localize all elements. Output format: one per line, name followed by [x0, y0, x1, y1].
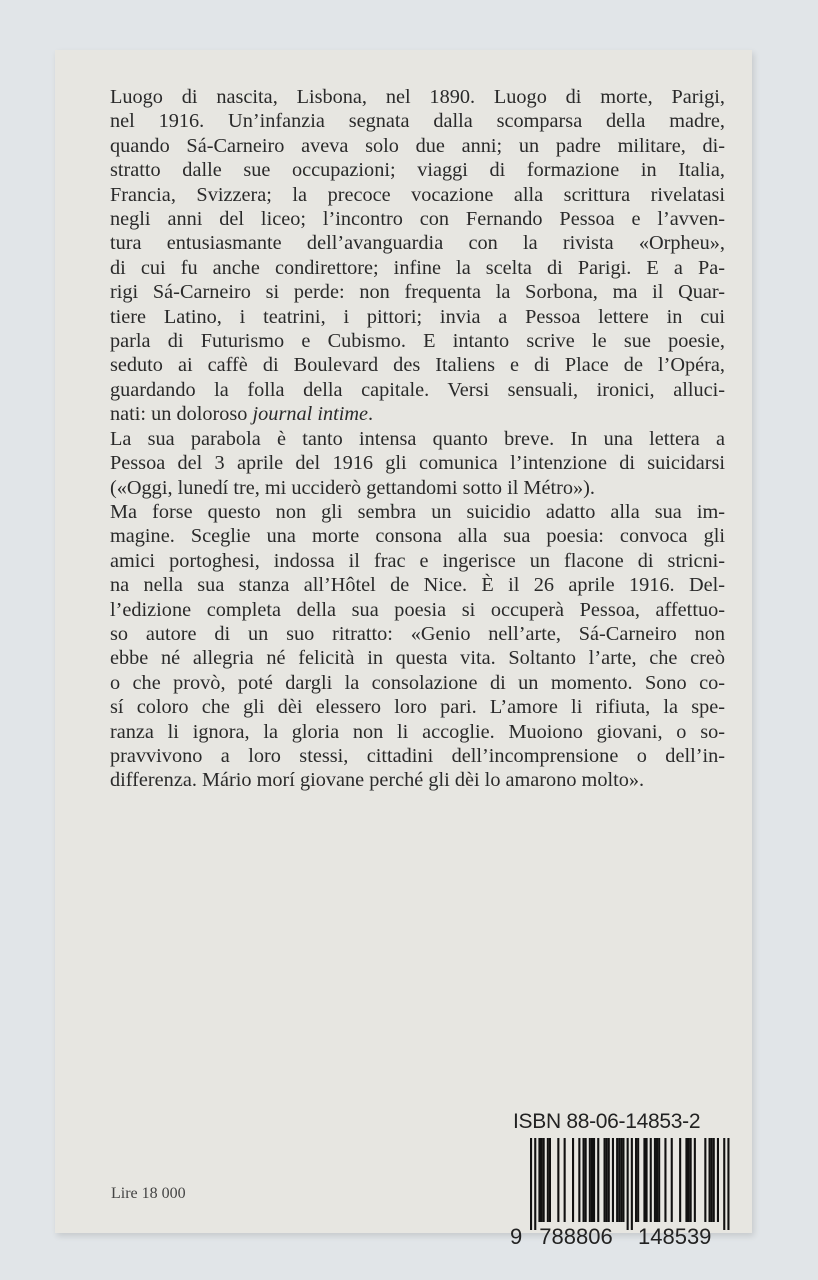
blurb-line: [110, 353, 725, 377]
blurb-line: [110, 329, 725, 353]
blurb-line-text: La sua parabola è tanto intensa quanto breve. In una lettera a: [110, 427, 725, 450]
price-label: Lire 18 000: [111, 1185, 186, 1202]
blurb-line: [110, 378, 725, 402]
blurb-line-text: quando Sá-Carneiro aveva solo due anni; un padre militare, di-: [110, 134, 725, 157]
barcode-bar: [608, 1138, 610, 1222]
barcode-bar: [616, 1138, 618, 1222]
blurb-line: [110, 280, 725, 304]
blurb-line: [110, 109, 725, 133]
barcode-bar: [627, 1138, 629, 1230]
blurb-line: [110, 695, 725, 719]
barcode-bar: [606, 1138, 608, 1222]
ean-right-digits: 148539: [638, 1224, 712, 1248]
blurb-line-text: guardando la folla della capitale. Versi sensuali, ironici, alluci-: [110, 378, 725, 401]
barcode-bar: [541, 1138, 543, 1222]
blurb-line-text: rigi Sá-Carneiro si perde: non frequenta la Sorbona, ma il Quar-: [110, 281, 725, 304]
blurb-line: [110, 402, 725, 426]
blurb-line: [110, 158, 725, 182]
blurb-line: [110, 134, 725, 158]
barcode-bar: [717, 1138, 719, 1222]
blurb-line-text: Luogo di nascita, Lisbona, nel 1890. Luogo di morte, Parigi,: [110, 86, 725, 108]
isbn-label: ISBN 88-06-14853-2: [513, 1110, 701, 1133]
barcode-bar: [664, 1138, 666, 1222]
blurb-line: [110, 524, 725, 548]
barcode-bar: [583, 1138, 585, 1222]
blurb-line-text: Francia, Svizzera; la precoce vocazione alla scrittura rivelatasi: [110, 183, 725, 206]
blurb-line-text: parla di Futurismo e Cubismo. E intanto scrive le sue poesie,: [110, 330, 725, 353]
barcode-bar: [618, 1138, 620, 1222]
blurb-line-text: stratto dalle sue occupazioni; viaggi di formazione in Italia,: [110, 159, 725, 182]
blurb-line: [110, 646, 725, 670]
blurb-line: [110, 768, 725, 792]
barcode-bar: [679, 1138, 681, 1222]
blurb-line-text: o che provò, poté dargli la consolazione di un momento. Sono co-: [110, 671, 725, 694]
blurb-line-text: na nella sua stanza all’Hôtel de Nice. È il 26 aprile 1916. Del-: [110, 574, 725, 597]
blurb-line: [110, 427, 725, 451]
barcode-bar: [564, 1138, 566, 1222]
barcode-bar: [646, 1138, 648, 1222]
barcode-bar: [643, 1138, 645, 1222]
blurb-line-text: sí coloro che gli dèi elessero loro pari. L’amore li rifiuta, la spe-: [110, 696, 725, 719]
barcode-bar: [685, 1138, 687, 1222]
blurb-line: [110, 451, 725, 475]
blurb-line-text: («Oggi, lunedí tre, mi ucciderò gettandomi sotto il Métro»).: [110, 476, 595, 499]
blurb-line: [110, 183, 725, 207]
barcode-bar: [597, 1138, 599, 1222]
barcode-bar: [711, 1138, 713, 1222]
italic-phrase: journal intime: [252, 403, 369, 426]
barcode-bar: [538, 1138, 540, 1222]
blurb-line-text: so autore di un suo ritratto: «Genio nell’arte, Sá-Carneiro non: [110, 622, 725, 645]
blurb-line: [110, 549, 725, 573]
blurb-line: [110, 720, 725, 744]
barcode-bar: [604, 1138, 606, 1222]
blurb-line-text: amici portoghesi, indossa il frac e ingerisce un flacone di stricni-: [110, 549, 725, 572]
blurb-line: [110, 85, 725, 109]
blurb-line-text: ebbe né allegria né felicità in questa vita. Soltanto l’arte, che creò: [110, 647, 725, 670]
blurb-line-text: tura entusiasmante dell’avanguardia con la rivista «Orpheu»,: [110, 232, 725, 255]
barcode-bar: [650, 1138, 652, 1222]
ean-first-digit: 9: [510, 1224, 523, 1248]
blurb-line-text: nel 1916. Un’infanzia segnata dalla scomparsa della madre,: [110, 110, 725, 133]
barcode-bar: [572, 1138, 574, 1222]
barcode-bar: [589, 1138, 591, 1222]
barcode-bar: [671, 1138, 673, 1222]
ean-barcode: [508, 1138, 733, 1248]
cover-blurb: [110, 85, 725, 793]
punctuation: .: [368, 403, 374, 426]
ean-left-digits: 788806: [539, 1224, 613, 1248]
barcode-bar: [543, 1138, 545, 1222]
blurb-line-text: di cui fu anche condirettore; infine la scelta di Parigi. E a Pa-: [110, 256, 725, 279]
barcode-bar: [534, 1138, 536, 1230]
blurb-line: [110, 476, 725, 500]
barcode-bar: [637, 1138, 639, 1222]
blurb-line-text: Pessoa del 3 aprile del 1916 gli comunica l’intenzione di suicidarsi: [110, 452, 725, 475]
barcode-bar: [654, 1138, 656, 1222]
blurb-line-text: differenza. Mário morí giovane perché gli dèi lo amarono molto».: [110, 769, 645, 792]
barcode-bar: [549, 1138, 551, 1222]
book-back-cover: [55, 50, 752, 1248]
barcode-bar: [694, 1138, 696, 1222]
blurb-line: [110, 744, 725, 768]
blurb-line-text: Ma forse questo non gli sembra un suicidio adatto alla sua im-: [110, 500, 725, 523]
blurb-line: [110, 598, 725, 622]
barcode-bar: [709, 1138, 711, 1222]
barcode-bar: [557, 1138, 559, 1222]
blurb-line-text: tiere Latino, i teatrini, i pittori; invia a Pessoa lettere in cui: [110, 305, 725, 328]
barcode-bar: [578, 1138, 580, 1222]
blurb-line-text: magine. Sceglie una morte consona alla sua poesia: convoca gli: [110, 525, 725, 548]
blurb-line-text: pravvivono a loro stessi, cittadini dell’incomprensione o dell’in-: [110, 744, 725, 767]
barcode-bar: [547, 1138, 549, 1222]
barcode-bar: [658, 1138, 660, 1222]
blurb-line: [110, 500, 725, 524]
blurb-line: [110, 305, 725, 329]
blurb-line: [110, 256, 725, 280]
blurb-line-text: seduto ai caffè di Boulevard des Italiens e di Place de l’Opéra,: [110, 354, 725, 377]
barcode-bar: [612, 1138, 614, 1222]
barcode-bar: [620, 1138, 622, 1222]
barcode-bar: [688, 1138, 690, 1222]
blurb-line: [110, 231, 725, 255]
blurb-line: [110, 207, 725, 231]
barcode-bar: [723, 1138, 725, 1230]
blurb-line-text: ranza li ignora, la gloria non li accoglie. Muoiono giovani, o so-: [110, 720, 725, 743]
barcode-bar: [656, 1138, 658, 1222]
barcode-bar: [704, 1138, 706, 1222]
barcode-bar: [593, 1138, 595, 1222]
blurb-line: [110, 671, 725, 695]
barcode-bar: [690, 1138, 692, 1222]
blurb-line-text: l’edizione completa della sua poesia si occuperà Pessoa, affettuo-: [110, 598, 725, 621]
blurb-line-text: nati: un doloroso: [110, 403, 253, 426]
barcode-bar: [591, 1138, 593, 1222]
barcode-bar: [631, 1138, 633, 1230]
blurb-line-text: negli anni del liceo; l’incontro con Fernando Pessoa e l’avven-: [110, 208, 725, 231]
blurb-line: [110, 622, 725, 646]
barcode-bar: [727, 1138, 729, 1230]
barcode-bar: [530, 1138, 532, 1230]
blurb-line: [110, 573, 725, 597]
barcode-bar: [635, 1138, 637, 1222]
barcode-bar: [585, 1138, 587, 1222]
barcode-bar: [713, 1138, 715, 1222]
barcode-bar: [622, 1138, 624, 1222]
